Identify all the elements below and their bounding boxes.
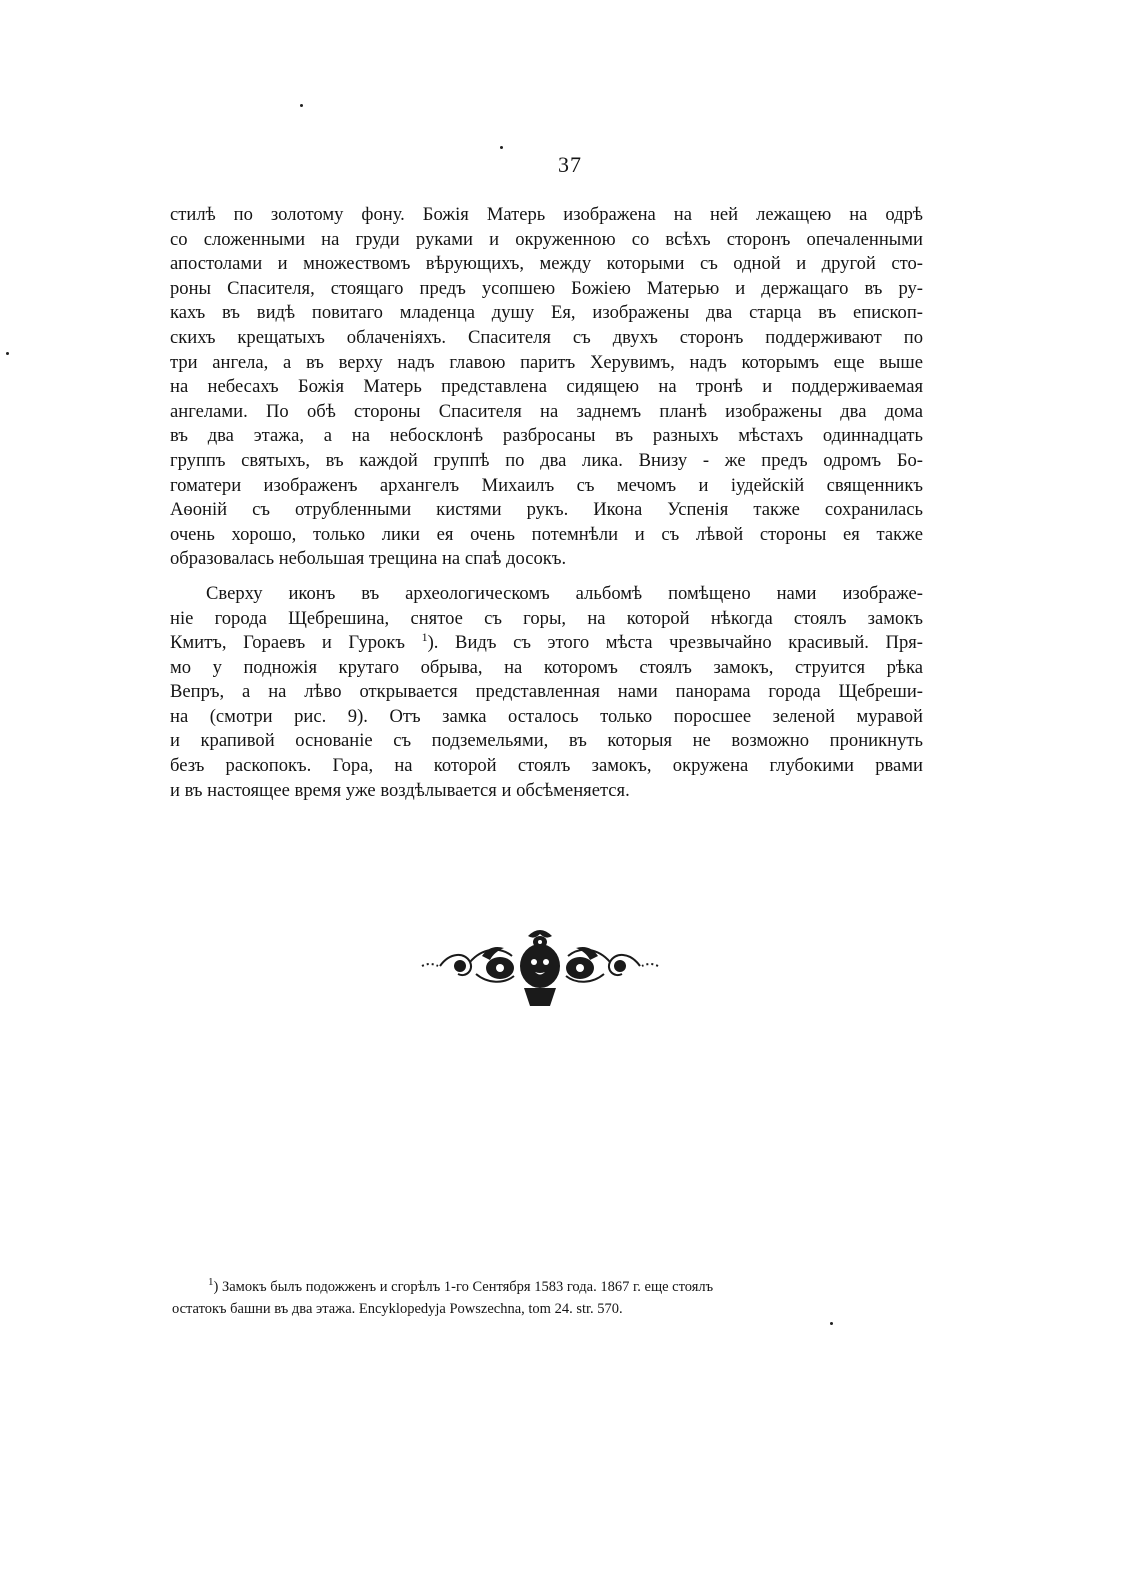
text-line: скихъ крещатыхъ облаченіяхъ. Спасителя съ двухъ сторонъ поддерживают по (170, 326, 923, 348)
text-line: ніе города Щебрешина, снятое съ горы, на которой нѣкогда стоялъ замокъ (170, 607, 923, 629)
text-line: три ангела, а въ верху надъ главою паритъ Херувимъ, надъ которымъ еще выше (170, 351, 923, 373)
footnote-line: $^1$) Замокъ былъ подожженъ и сгорѣлъ 1-го Сентября 1583 года. 1867 г. еще стоялъ (208, 1276, 714, 1295)
text-line: очень хорошо, только лики ея очень потемнѣли и съ лѣвой стороны ея также (170, 523, 923, 545)
text-line: роны Спасителя, стоящаго предъ усопшею Божіею Матерью и держащаго въ ру- (170, 277, 923, 299)
footnote-marker: 1 (208, 1276, 214, 1289)
scan-speck (300, 104, 303, 107)
text-line: на (смотри рис. 9). Отъ замка осталось только поросшее зеленой муравой (170, 705, 923, 727)
text-line: Вепръ, а на лѣво открывается представленная нами панорама города Щебреши- (170, 681, 923, 703)
text-line: апостолами и множествомъ вѣрующихъ, между которыми съ одной и другой сто- (170, 253, 923, 275)
text-line: и въ настоящее время уже воздѣлывается и обсѣменяется. (170, 779, 630, 801)
text-line: образовалась небольшая трещина на спаѣ досокъ. (170, 548, 567, 570)
page-number: 37 (558, 152, 582, 177)
footnote-text: Замокъ былъ подожженъ и сгорѣлъ 1-го Сентября 1583 года. 1867 г. еще стоялъ (221, 1279, 714, 1295)
scan-speck (830, 1322, 833, 1325)
text-line: Аѳоній съ отрубленными кистями рукъ. Икона Успенія также сохранилась (170, 499, 923, 521)
footnote (172, 1276, 912, 1320)
text-fragment: Кмитъ, Гораевъ и Гурокъ (170, 632, 405, 654)
text-line: на небесахъ Божія Матерь представлена сидящею на тронѣ и поддерживаемая (170, 376, 923, 398)
text-line-with-footnote-ref (170, 631, 923, 656)
text-line: въ два этажа, а на небосклонѣ разбросаны въ разныхъ мѣстахъ одиннадцать (170, 425, 923, 447)
ornament-vignette-icon (420, 922, 660, 1010)
paragraph-1 (170, 203, 923, 572)
text-line: мо у подножія крутаго обрыва, на которомъ стоялъ замокъ, струится рѣка (170, 656, 923, 678)
text-line: ангелами. По обѣ стороны Спасителя на заднемъ планѣ изображены два дома (170, 400, 923, 422)
text-line: кахъ въ видѣ повитаго младенца душу Ея, изображены два старца въ епископ- (170, 302, 923, 324)
scan-speck (500, 146, 503, 149)
text-fragment: ). Видъ съ этого мѣста чрезвычайно красивый. Пря- (427, 632, 923, 654)
text-line: безъ раскопокъ. Гора, на которой стоялъ замокъ, окружена глубокими рвами (170, 755, 923, 777)
footnote-line: остатокъ башни въ два этажа. Encyklopedyja Powszechna, tom 24. str. 570. (172, 1301, 623, 1317)
footnote-reference[interactable]: 1 (421, 629, 428, 644)
text-line: со сложенными на груди руками и окруженною со всѣхъ сторонъ опечаленными (170, 228, 923, 250)
text-line: гоматери изображенъ архангелъ Михаилъ съ мечомъ и іудейскій священникъ (170, 474, 923, 496)
text-line: Сверху иконъ въ археологическомъ альбомѣ помѣщено нами изображе- (206, 582, 923, 604)
scan-speck (6, 352, 9, 355)
text-line: группъ святыхъ, въ каждой группѣ по два лика. Внизу - же предъ одромъ Бо- (170, 449, 923, 471)
main-text (170, 203, 923, 803)
paragraph-2 (170, 582, 923, 803)
text-line: стилѣ по золотому фону. Божія Матерь изображена на ней лежащею на одрѣ (170, 204, 923, 225)
text-line: и крапивой основаніе съ подземельями, въ которыя не возможно проникнуть (170, 730, 923, 752)
